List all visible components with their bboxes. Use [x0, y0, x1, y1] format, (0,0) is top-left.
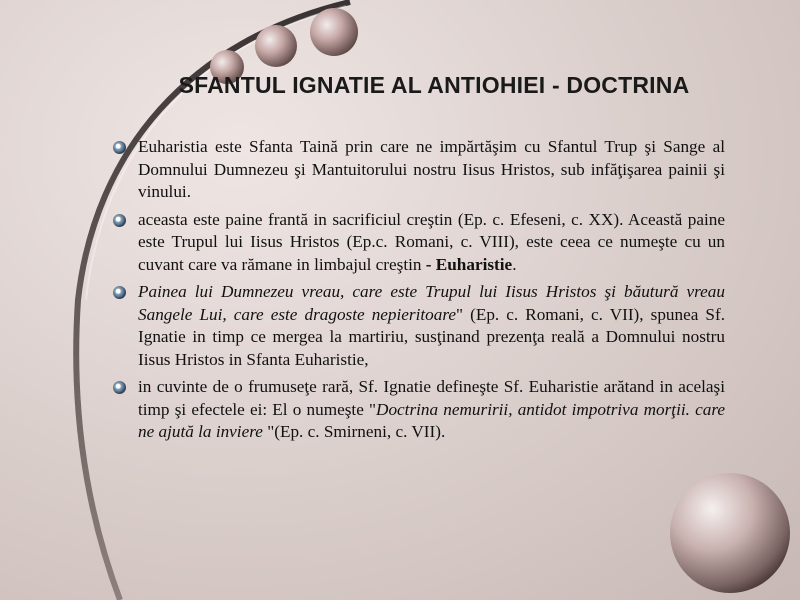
bullet-end: "(Ep. c. Smirneni, c. VII). [262, 422, 446, 441]
medium-sphere [255, 25, 297, 67]
bullet-text: in cuvinte de o frumuseţe rară, Sf. Ignatie defineşte Sf. Euharistie arătand in acelaşi timp şi efectele ei: El o numeşte " [138, 377, 725, 419]
bullet-end: . [512, 254, 517, 274]
italic-quote: Doctrina nemuririi, antidot impotriva morţii. care ne ajută la inviere [138, 399, 725, 441]
bullet-icon [113, 214, 126, 227]
bullet-text: aceasta este paine frantă in sacrificiul creştin (Ep. c. Efeseni, c. XX). Această paine este Trupul lui Iisus Hristos (Ep.c. Romani, c. VIII), este ceea ce numeşte cu un cuvant care va rămane in limbajul creştin [138, 209, 725, 274]
large-sphere [670, 473, 790, 593]
bullet-text: " (Ep. c. Romani, c. VII), spunea Sf. Ignatie in timp ce mergea la martiriu, susţinand prezenţa reală a Domnului nostru Iisus Hristos in Sfanta Euharistie, [138, 304, 725, 369]
italic-quote: Painea lui Dumnezeu vreau, care este Trupul lui Iisus Hristos şi băutură vreau Sangele Lui, care este dragoste nepieritoare [138, 282, 725, 324]
bullet-item-4 [113, 376, 725, 444]
bullet-icon [113, 286, 126, 299]
bold-term: - Euharistie [425, 254, 513, 274]
bullet-icon [113, 381, 126, 394]
slide-title: SFANTUL IGNATIE AL ANTIOHIEI - DOCTRINA [178, 72, 690, 98]
top-sphere [310, 8, 358, 56]
bullet-item-1 [113, 136, 725, 204]
bullet-list [113, 136, 725, 449]
bullet-item-2 [113, 209, 725, 277]
bullet-text: Euharistia este Sfanta Taină prin care ne impărtăşim cu Sfantul Trup şi Sange al Domnului Dumnezeu şi Mantuitorului nostru Iisus Hristos, sub infăţişarea painii şi vinului. [138, 137, 725, 201]
bullet-icon [113, 141, 126, 154]
bullet-item-3 [113, 281, 725, 371]
